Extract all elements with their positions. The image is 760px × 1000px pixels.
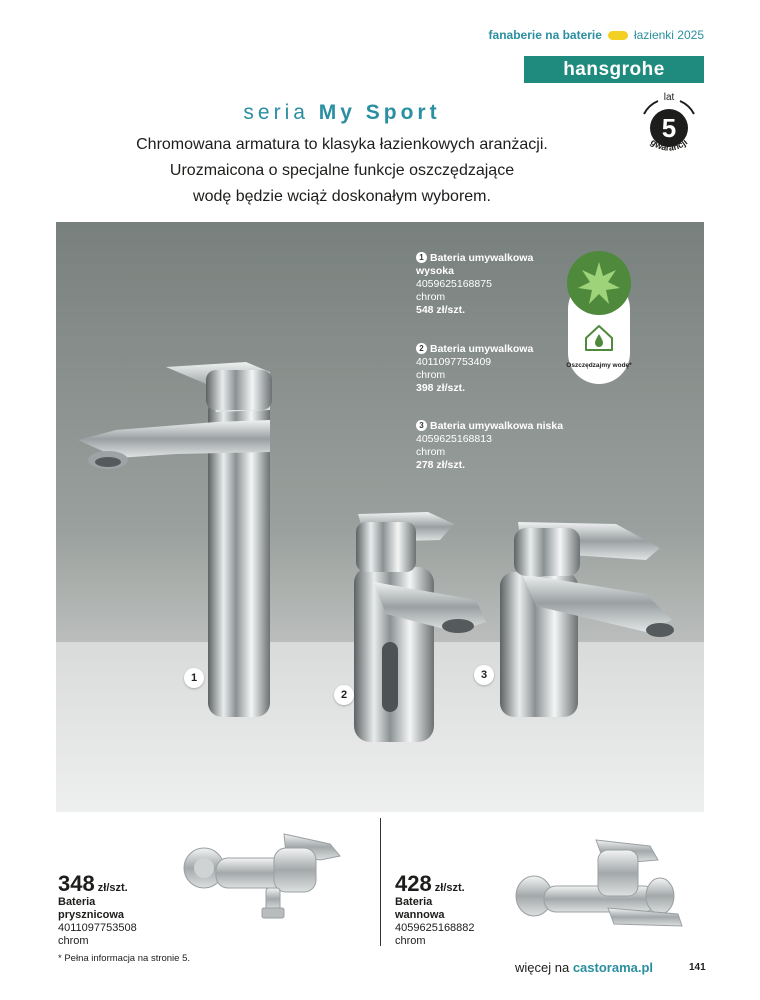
callout-finish: chrom <box>416 446 446 458</box>
callout-price: 548 zł/szt. <box>416 304 466 316</box>
series-title <box>0 101 684 125</box>
marker-3: 3 <box>474 665 494 685</box>
more-link[interactable] <box>515 960 653 975</box>
yellow-pill-icon <box>608 31 628 40</box>
product-name-line2: prysznicowa <box>58 909 125 921</box>
intro-line: wodę będzie wciąż doskonałym wyborem. <box>193 188 491 205</box>
callout-price: 278 zł/szt. <box>416 459 466 471</box>
footnote: * Pełna informacja na stronie 5. <box>58 953 191 964</box>
product-finish: chrom <box>395 935 426 947</box>
callout-title-cont: wysoka <box>416 265 454 277</box>
eco-badge-label: Oszczędzajmy wodę* <box>566 362 632 369</box>
callout-number: 3 <box>416 420 427 431</box>
series-name: My Sport <box>318 101 441 124</box>
year-label: łazienki 2025 <box>633 28 704 42</box>
warranty-years: 5 <box>661 113 677 143</box>
product-price-unit: zł/szt. <box>434 882 465 894</box>
eco-badge <box>566 250 632 386</box>
section-header <box>489 28 704 42</box>
product-name-line1: Bateria <box>395 896 433 908</box>
site-link[interactable]: castorama.pl <box>572 960 654 975</box>
brand-name: hansgrohe <box>563 58 665 80</box>
callout-faucet-3 <box>416 420 566 472</box>
callout-title: Bateria umywalkowa niska <box>430 420 564 432</box>
callout-price: 398 zł/szt. <box>416 382 466 394</box>
product-bath-mixer <box>395 872 475 948</box>
callout-number: 1 <box>416 252 427 263</box>
product-price: 428 <box>395 871 432 896</box>
callout-code: 4011097753409 <box>416 356 492 368</box>
product-code: 4011097753508 <box>58 922 137 934</box>
callout-number: 2 <box>416 343 427 354</box>
marker-1: 1 <box>184 668 204 688</box>
callout-faucet-2 <box>416 343 566 395</box>
warranty-badge <box>634 88 704 164</box>
bath-mixer-image <box>510 836 690 936</box>
intro-line: Chromowana armatura to klasyka łazienkowych aranżacji. <box>136 136 548 153</box>
callout-finish: chrom <box>416 369 446 381</box>
shower-mixer-image <box>180 826 350 926</box>
callout-title: Bateria umywalkowa <box>430 343 534 355</box>
product-finish: chrom <box>58 935 89 947</box>
product-name-line2: wannowa <box>395 909 445 921</box>
warranty-top-word: lat <box>663 92 675 103</box>
product-code: 4059625168882 <box>395 922 475 934</box>
more-prefix: więcej na <box>515 960 570 975</box>
intro-text <box>100 132 584 210</box>
callout-finish: chrom <box>416 291 446 303</box>
marker-2: 2 <box>334 685 354 705</box>
brand-logo <box>524 56 704 83</box>
product-price: 348 <box>58 871 95 896</box>
intro-line: Urozmaicona o specjalne funkcje oszczędzające <box>169 162 515 179</box>
product-shower-mixer <box>58 872 137 948</box>
product-price-unit: zł/szt. <box>97 882 128 894</box>
category-label: fanaberie na baterie <box>488 28 602 42</box>
warranty-bottom-word: gwarancji <box>648 136 690 153</box>
page-number: 141 <box>689 962 706 973</box>
callout-code: 4059625168875 <box>416 278 492 290</box>
series-prefix: seria <box>243 101 309 124</box>
product-divider <box>380 818 381 946</box>
callout-faucet-1 <box>416 252 566 317</box>
callout-title: Bateria umywalkowa <box>430 252 534 264</box>
product-name-line1: Bateria <box>58 896 96 908</box>
callout-code: 4059625168813 <box>416 433 492 445</box>
